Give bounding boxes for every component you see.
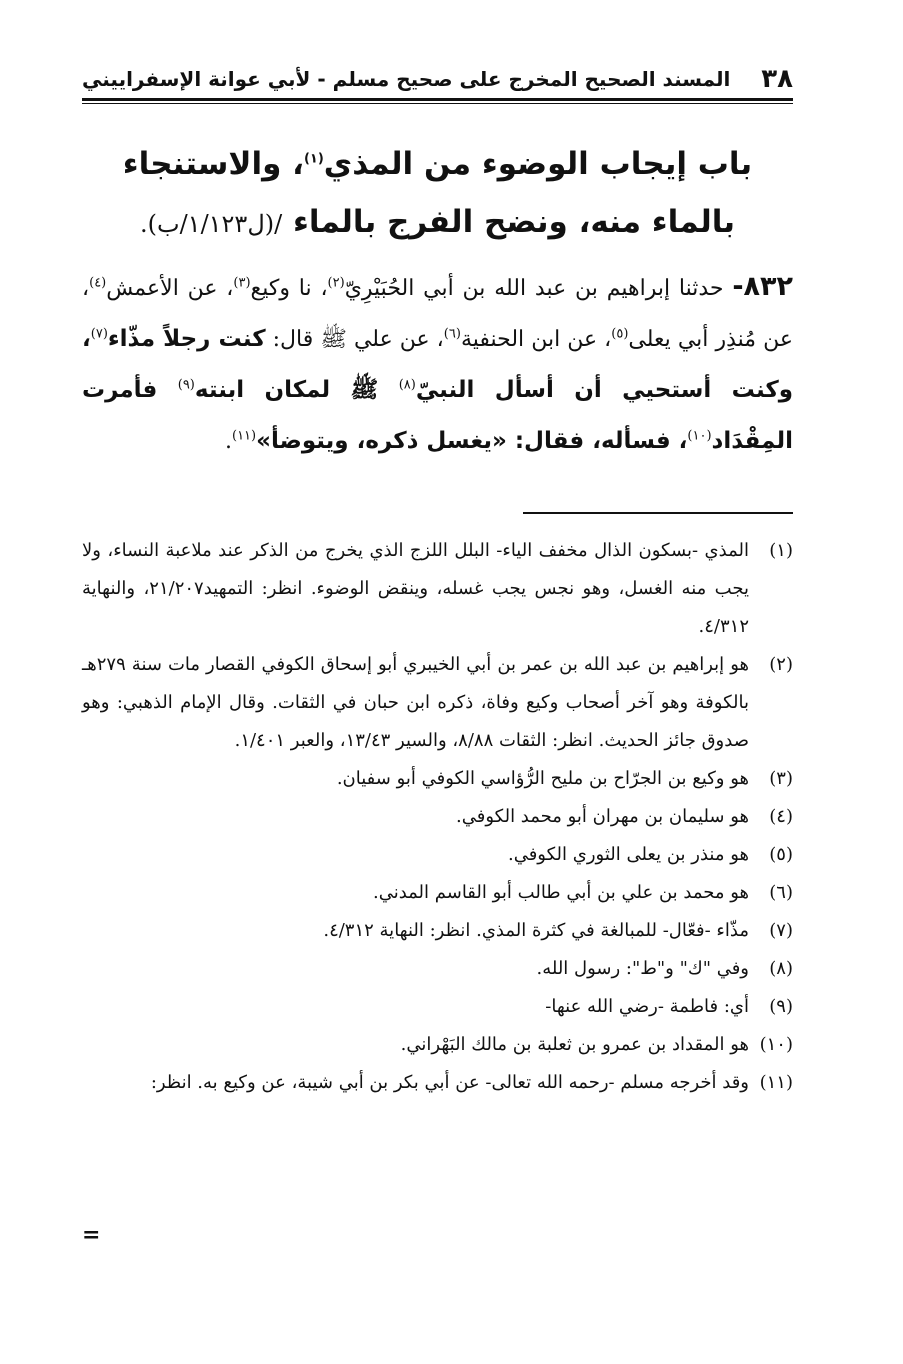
footnote-text: هو وكيع بن الجرّاح بن مليح الرُّؤاسي الكوفي أبو سفيان. (336, 768, 749, 789)
footnote-ref: (١) (303, 151, 324, 167)
hadith-end: . (225, 429, 232, 454)
footnote (82, 646, 793, 760)
footnote-number: (١١) (759, 1072, 793, 1093)
footnote-text: مذّاء -فعّال- للمبالغة في كثرة المذي. انظر: النهاية ٤/٣١٢. (323, 920, 749, 941)
manuscript-ref: /(ل١/١٢٣/ب). (140, 210, 283, 238)
footnote-number: (٢) (769, 654, 793, 675)
footnote-ref: (١١) (232, 428, 257, 444)
isnad-text: ، عن الأعمش (106, 276, 234, 301)
footnote-ref: (٥) (611, 326, 629, 342)
matn-text: ﷺ لمكان ابنته (194, 377, 399, 403)
footnote-separator (523, 512, 793, 514)
footnote-text: هو سليمان بن مهران أبو محمد الكوفي. (456, 806, 749, 827)
footnote-text: وفي "ك" و"ط": رسول الله. (536, 958, 749, 979)
chapter-title (82, 135, 793, 253)
footnote (82, 836, 793, 874)
footnote-ref: (٤) (89, 275, 107, 291)
footnote-ref: (٩) (177, 377, 195, 393)
footnote-number: (٦) (769, 882, 793, 903)
running-title: المسند الصحيح المخرج على صحيح مسلم - لأبي عوانة الإسفراييني (82, 67, 731, 91)
footnote (82, 532, 793, 646)
footnote-number: (٣) (769, 768, 793, 789)
header-rule-thin (82, 103, 793, 104)
footnote-ref: (٨) (398, 377, 416, 393)
footnote (82, 950, 793, 988)
chapter-title-main: باب إيجاب الوضوء من المذي (323, 146, 753, 182)
matn-text: ، فسأله، فقال: «يغسل ذكره، ويتوضأ» (256, 428, 688, 454)
footnote (82, 798, 793, 836)
isnad-text: ، عن ابن الحنفية (460, 327, 612, 352)
isnad-text: حدثنا إبراهيم بن عبد الله بن أبي الحُبَيْرِيّ (344, 276, 733, 301)
footnote (82, 1026, 793, 1064)
hadith-text (82, 262, 793, 467)
footnote-text: هو منذر بن يعلى الثوري الكوفي. (507, 844, 749, 865)
footnote-ref: (٢) (327, 275, 345, 291)
footnote-number: (٨) (769, 958, 793, 979)
footnote-number: (١) (769, 540, 793, 561)
isnad-text: ، عن مُنذِر أبي يعلى (82, 276, 793, 352)
page-number: ٣٨ (761, 64, 793, 94)
footnote-text: أي: فاطمة -رضي الله عنها- (545, 996, 749, 1017)
footnote-text: هو إبراهيم بن عبد الله بن عمر بن أبي الخيبري أبو إسحاق الكوفي القصار مات سنة ٢٧٩هـ بالكوفة وهو آخر أصحاب وكيع وفاة، ذكره ابن حبان في الثقات. وقال الإمام الذهبي: وهو صدوق جائز الحديث. انظر: الثقات ٨/٨٨، والسير ١٣/٤٣، والعبر ١/٤٠١. (82, 654, 749, 751)
isnad-text: ، نا وكيع (250, 276, 328, 301)
chapter-title-mid: ، والاستنجاء بالماء منه، ونضح الفرج بالماء (122, 146, 735, 240)
matn-text: كنت رجلاً مذّاء (107, 326, 266, 352)
footnote-ref: (١٠) (687, 428, 712, 444)
footnotes (82, 532, 793, 1102)
page-header (82, 62, 793, 96)
footnote-ref: (٣) (233, 275, 251, 291)
footnote-ref: (٧) (90, 326, 108, 342)
footnote (82, 874, 793, 912)
footnote-text: المذي -بسكون الذال مخفف الياء- البلل اللزج الذي يخرج من الذكر عند ملاعبة النساء، ولا يجب منه الغسل، وهو نجس يجب غسله، وينقض الوضوء. انظر: التمهيد٢١/٢٠٧، والنهاية ٤/٣١٢. (82, 540, 749, 637)
footnote (82, 760, 793, 798)
footnote-ref: (٦) (443, 326, 461, 342)
hadith-number: ٨٣٢- (732, 271, 793, 302)
footnote-text: وقد أخرجه مسلم -رحمه الله تعالى- عن أبي بكر بن أبي شيبة، عن وكيع به. انظر: (150, 1072, 749, 1093)
footnote-text: هو محمد بن علي بن أبي طالب أبو القاسم المدني. (372, 882, 749, 903)
header-rule-thick (82, 98, 793, 101)
footnote-number: (٤) (769, 806, 793, 827)
continuation-mark: = (82, 1222, 101, 1248)
footnote (82, 912, 793, 950)
footnote-number: (٧) (769, 920, 793, 941)
footnote-number: (٩) (769, 996, 793, 1017)
footnote-number: (١٠) (759, 1034, 793, 1055)
footnote (82, 988, 793, 1026)
footnote-number: (٥) (769, 844, 793, 865)
book-page (82, 0, 793, 1364)
isnad-text: ، عن علي ﷺ قال: (265, 327, 444, 352)
matn-text: فأمرت المِقْدَاد (82, 377, 793, 454)
matn-text: ، وكنت أستحيي أن أسأل النبيّ (82, 326, 794, 403)
footnote (82, 1064, 793, 1102)
footnote-text: هو المقداد بن عمرو بن ثعلبة بن مالك البَهْراني. (400, 1034, 749, 1055)
